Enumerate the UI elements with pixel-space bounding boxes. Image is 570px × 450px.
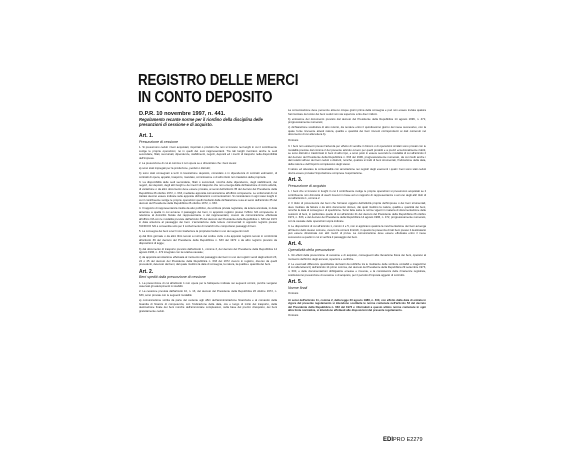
publisher-logo: EDI xyxy=(383,437,394,443)
title-line-2: IN CONTO DEPOSITO xyxy=(138,89,273,106)
article-1-paragraph: 1. Si presumono ceduti i beni acquistati, importati o prodotti che non si trovano nei luoghi in cui il contribuente svolge le proprie operazioni, né in quelli dei suoi rappresentanti. Tra tali luoghi rientrano anche le sedi secondarie, filiali, succursali, dipendenze, stabilimenti, negozi, depositi ed i mezzi di trasporto nella disponibilità dell'impresa. xyxy=(139,146,277,160)
article-1-heading: Art. 1. xyxy=(139,133,154,140)
publisher-footer xyxy=(383,437,423,444)
publisher-logo-suffix: PRO xyxy=(393,437,405,443)
article-1-paragraph: 4. Il rapporto di rappresentanza risulta da atto pubblico, da scrittura privata registrata, da lettera annotata, in data anteriore a quella in cui avviene il passaggio dei beni, in apposito registro presso l'ufficio IVA competente in relazione al domicilio fiscale del rappresentante o del rappresentato, ovvero da comunicazione effettuata all'ufficio IVA con le modalità previste dall'articolo 35 del decreto del Presidente della Repubblica n. 633 del 1972 in data anteriore al passaggio dei beni. L'annotazione delle lettere commerciali in apposito registro presso l'UFFICIO IVA è consentita solo per il conferimento di incarichi che comportano passaggi di beni. xyxy=(139,207,277,229)
article-1-paragraph: c) da apposita annotazione effettuata al momento del passaggio dei beni in uno dei registri vendi dagli articoli 23, 24 o 25 del decreto del Presidente della Repubblica n. 633 del 1972 ovvero in registro, diverso da quelli precedenti, detenuto dai beni, dal quale risultino la data di consegna, la natura, la qualità e quantità dei beni. xyxy=(139,256,277,267)
article-3-paragraph: 1. I beni che si trovano in luoghi in cui il contribuente svolge le proprie operazioni si presumono acquistati se il contribuente non dimostra di averli ricevuti in base ad un rapporto di rappresentanza o ad uno degli altri titoli di cui all'articolo 1, comma 2. xyxy=(288,190,426,201)
document-title xyxy=(138,72,310,106)
article-1-paragraph: 2. La presunzione di cui al comma 1 non opera se è dimostrato che i beni stessi: xyxy=(139,161,237,165)
article-5-title: Norme finali xyxy=(288,285,308,290)
omissis-note: Omissis xyxy=(288,291,299,296)
article-4-paragraph: 2. Le eventuali differenze quantitative derivanti da rettifiche tra le risultanze delle scritture contabili e magazzino di cui alla lettera b) dell'articolo 14 primo comma, del decreto del Presidente della Repubblica 29 settembre 1973, n. 600, e delle documentazioni obbligatorie emesse e ricevute, e la consistenza delle rimanenze registrate, costituiscono presunzione di cessione o di acquisto, per il periodo d'imposta oggetto di controllo. xyxy=(288,262,426,277)
article-2-heading: Art. 2. xyxy=(139,268,154,275)
article-2-paragraph: Il valore ed attestare la contestualità con annotazione nei registri degli esercenti i quali i beni sono stati ceduti dovrà essere provata l'importazione comprese l'esportazione. xyxy=(288,168,426,175)
article-3-heading: Art. 3. xyxy=(288,177,303,184)
product-code: E2279 xyxy=(406,437,423,443)
article-5-heading: Art. 5. xyxy=(288,279,303,286)
article-1-paragraph: 5. La consegna dei beni a terzi non trasferisce la proprietà risulta in uno dei seguenti modi: xyxy=(139,230,250,234)
decree-reference: D.P.R. 10 novembre 1997, n. 441. xyxy=(139,111,226,117)
article-1-title: Presunzione di cessione xyxy=(139,139,178,144)
article-2-paragraph: a) comunicazione scritta da parte del cedente agli uffici dell'amministrazione finanziaria e al comando della Guardia di finanza di competenza, con l'indicazione della data, ora e luogo di inizio del trasporto, della destinazione finale dei beni nonché dell'ammontare complessivo, sulla base del prezzo d'acquisto, dei beni gratuitamente ceduti. xyxy=(139,299,277,313)
right-column xyxy=(288,109,426,321)
decree-subtitle: Regolamento recante norme per il riordino della disciplina delle presunzioni di cessione e di acquisto. xyxy=(139,117,263,128)
article-3-paragraph: 2. Il titolo di provenienza dei beni che formano oggetto dell'attività propria dell'impresa o dei beni strumentali, deve risultare da fattura o da altro documento idoneo, dai quali risultino la natura, qualità e quantità dei beni, nonché la data di consegna o di spedizione. Sono fatte salve le norme vigenti in materia di documentazione delle cessioni di beni, in particolare quelle di cui all'articolo 21 del decreto del Presidente della Repubblica 26 ottobre 1972, n. 633, e del decreto del Presidente della Repubblica 14 agosto 1996, n. 472, progressivamente numerato, con la causale delle operazioni sopra indicate. xyxy=(288,202,426,224)
omissis-note: Omissis xyxy=(288,137,299,142)
continued-paragraph: La comunicazione deve pervenire almeno cinque giorni prima della consegna e può non essere inviata qualora l'ammontare del costo dei beni ceduti non sia superiore a lire dieci milioni. xyxy=(288,109,426,116)
article-2-paragraph: 1. La presunzione di cui all'articolo 1 non opera per le fattispecie indicate nei seguenti commi, purché vengano osservati gli adempimenti ivi stabiliti. xyxy=(139,281,277,289)
article-2-paragraph: 2. La cessione prevista dall'articolo 10, n. 13, del decreto del Presidente della Repubblica 26 ottobre 1972, n. 633, sono provate con le seguenti modalità: xyxy=(139,290,277,297)
omissis-note: Omissis xyxy=(288,313,299,318)
article-1-paragraph: b) dal documento di trasporto previsto dall'articolo 1, comma 3, del decreto del Presidente della Repubblica 14 agosto 1996, n. 472 integrato con la relativa causale; xyxy=(139,247,277,255)
article-4-title: Operatività della presunzione xyxy=(288,247,335,252)
article-1-paragraph: a) sono stati impiegati per la produzione, perduti o distrutti; xyxy=(139,167,211,171)
article-3-paragraph: 3. Le disposizioni di cui all'articolo 1, commi 4 e 5, non si applicano qualora la movimentazione dei beni avvenga all'interno dello stesso comune, ovvero tra comuni limitrofi, in quanto la presenza di tali beni presso il destinatario può essere dimostrata con altri mezzi di prova. La comunicazione deve essere effettuata entro il mese successivo a quello in cui si verifica il passaggio dei beni. xyxy=(288,225,426,239)
article-1-paragraph: b) sono stati consegnati a terzi in lavorazione deposito, comodato o in dipendenza di contratti estimatori, di contratti di opera, appalto, trasporto, mandato, commissione o di altro titolo non traslativo della proprietà. xyxy=(139,172,277,179)
article-2-title: Beni spediti dalla presunzione di cessione xyxy=(139,275,206,280)
title-line-1: REGISTRO DELLE MERCI xyxy=(138,72,299,89)
article-1-paragraph: 3. La disponibilità delle sedi secondarie, filiali o succursali, nonché delle dipendenze, degli stabilimenti, dei negozi, dei depositi, degli altri luoghi e dei mezzi di trasporto che non emerga dalla dichiarazione di inizio attività, di variazione o da altro documento deve essere provata, ai sensi dell'articolo 35 del decreto del Presidente della Repubblica 26 ottobre 1972, n. 633, mediante apposita comunicazione all'ufficio competente. Le unità locali di cui trattasi devono essere indicate nelle apposite dichiarazioni o comunicazioni. Si considerano in ogni caso luoghi in cui il contribuente svolge le proprie operazioni quelli risultanti dalla dichiarazione resa ai sensi dell'articolo 35 del decreto del Presidente della Repubblica 26 ottobre 1972, n. 633. xyxy=(139,180,277,206)
article-1-paragraph: a) dal libro giornale o da altro libro tenuto a norma del codice civile o da apposito registro tenuto in conformità all'articolo 39 del decreto del Presidente della Repubblica n. 633 del 1972 o da altro registro previsto da disposizioni di legge; xyxy=(139,235,277,246)
continued-paragraph: b) emissione del documento previsto dal decreto del Presidente della Repubblica 14 agosto 1996, n. 472, progressivamente numerato; xyxy=(288,117,426,125)
article-4-paragraph: 1. Gli effetti della presunzione di cessione e di acquisto, conseguenti alla rilevazione fisica dei beni, operano al momento dell'inizio degli accessi, ispezioni e verifiche. xyxy=(288,254,426,261)
article-3-title: Presunzione di acquisto xyxy=(288,183,327,188)
left-column xyxy=(139,111,277,315)
article-2-paragraph: 3. I beni non esistenti presso l'azienda per effetto di vendite in blocco o di operazioni similari sono provati con le modalità previste dal comma 2 del presente articolo ovvero per quelli prodotti e a prezzi eccezionalmente ridotti, se sono distrutti o trasformati in beni di altro tipo, e sono posti in essere secondo le modalità di cui all'articolo 2 del decreto del Presidente della Repubblica n. 633 del 1996, progressivamente numerato, da cui risulti anche i dati relativi all'uso dei beni ceduti o distrutti, nonché, qualora si tratti di beni strumentali, l'indicazione della data, della natura e dell'importo complessivo degli stessi. xyxy=(288,145,426,166)
article-4-heading: Art. 4. xyxy=(288,241,303,248)
continued-paragraph: c) dichiarazione sostitutiva di atto notorio, da rendere entro il quindicesimo giorno del mese successivo, con la quale l'ente ricevente attesti natura, qualità e quantità dei beni ricevuti corrispondenti ai dati contenuti nel documento di cui alla lettera b). xyxy=(288,126,426,137)
final-provision-paragraph: Ai sensi dell'articolo 11, comma 2, della legge 23 agosto 1988, n. 400, con effetto dalla data di entrata in vigore del presente regolamento si intendono sostituite le norme contenute nell'articolo 53 del decreto del Presidente della Repubblica n. 633 del 1972 e riformulati a questo ultimo norme contenute in ogni altra fonte normativa, si intendono effettuati alle disposizioni del presente regolamento. xyxy=(288,298,426,313)
